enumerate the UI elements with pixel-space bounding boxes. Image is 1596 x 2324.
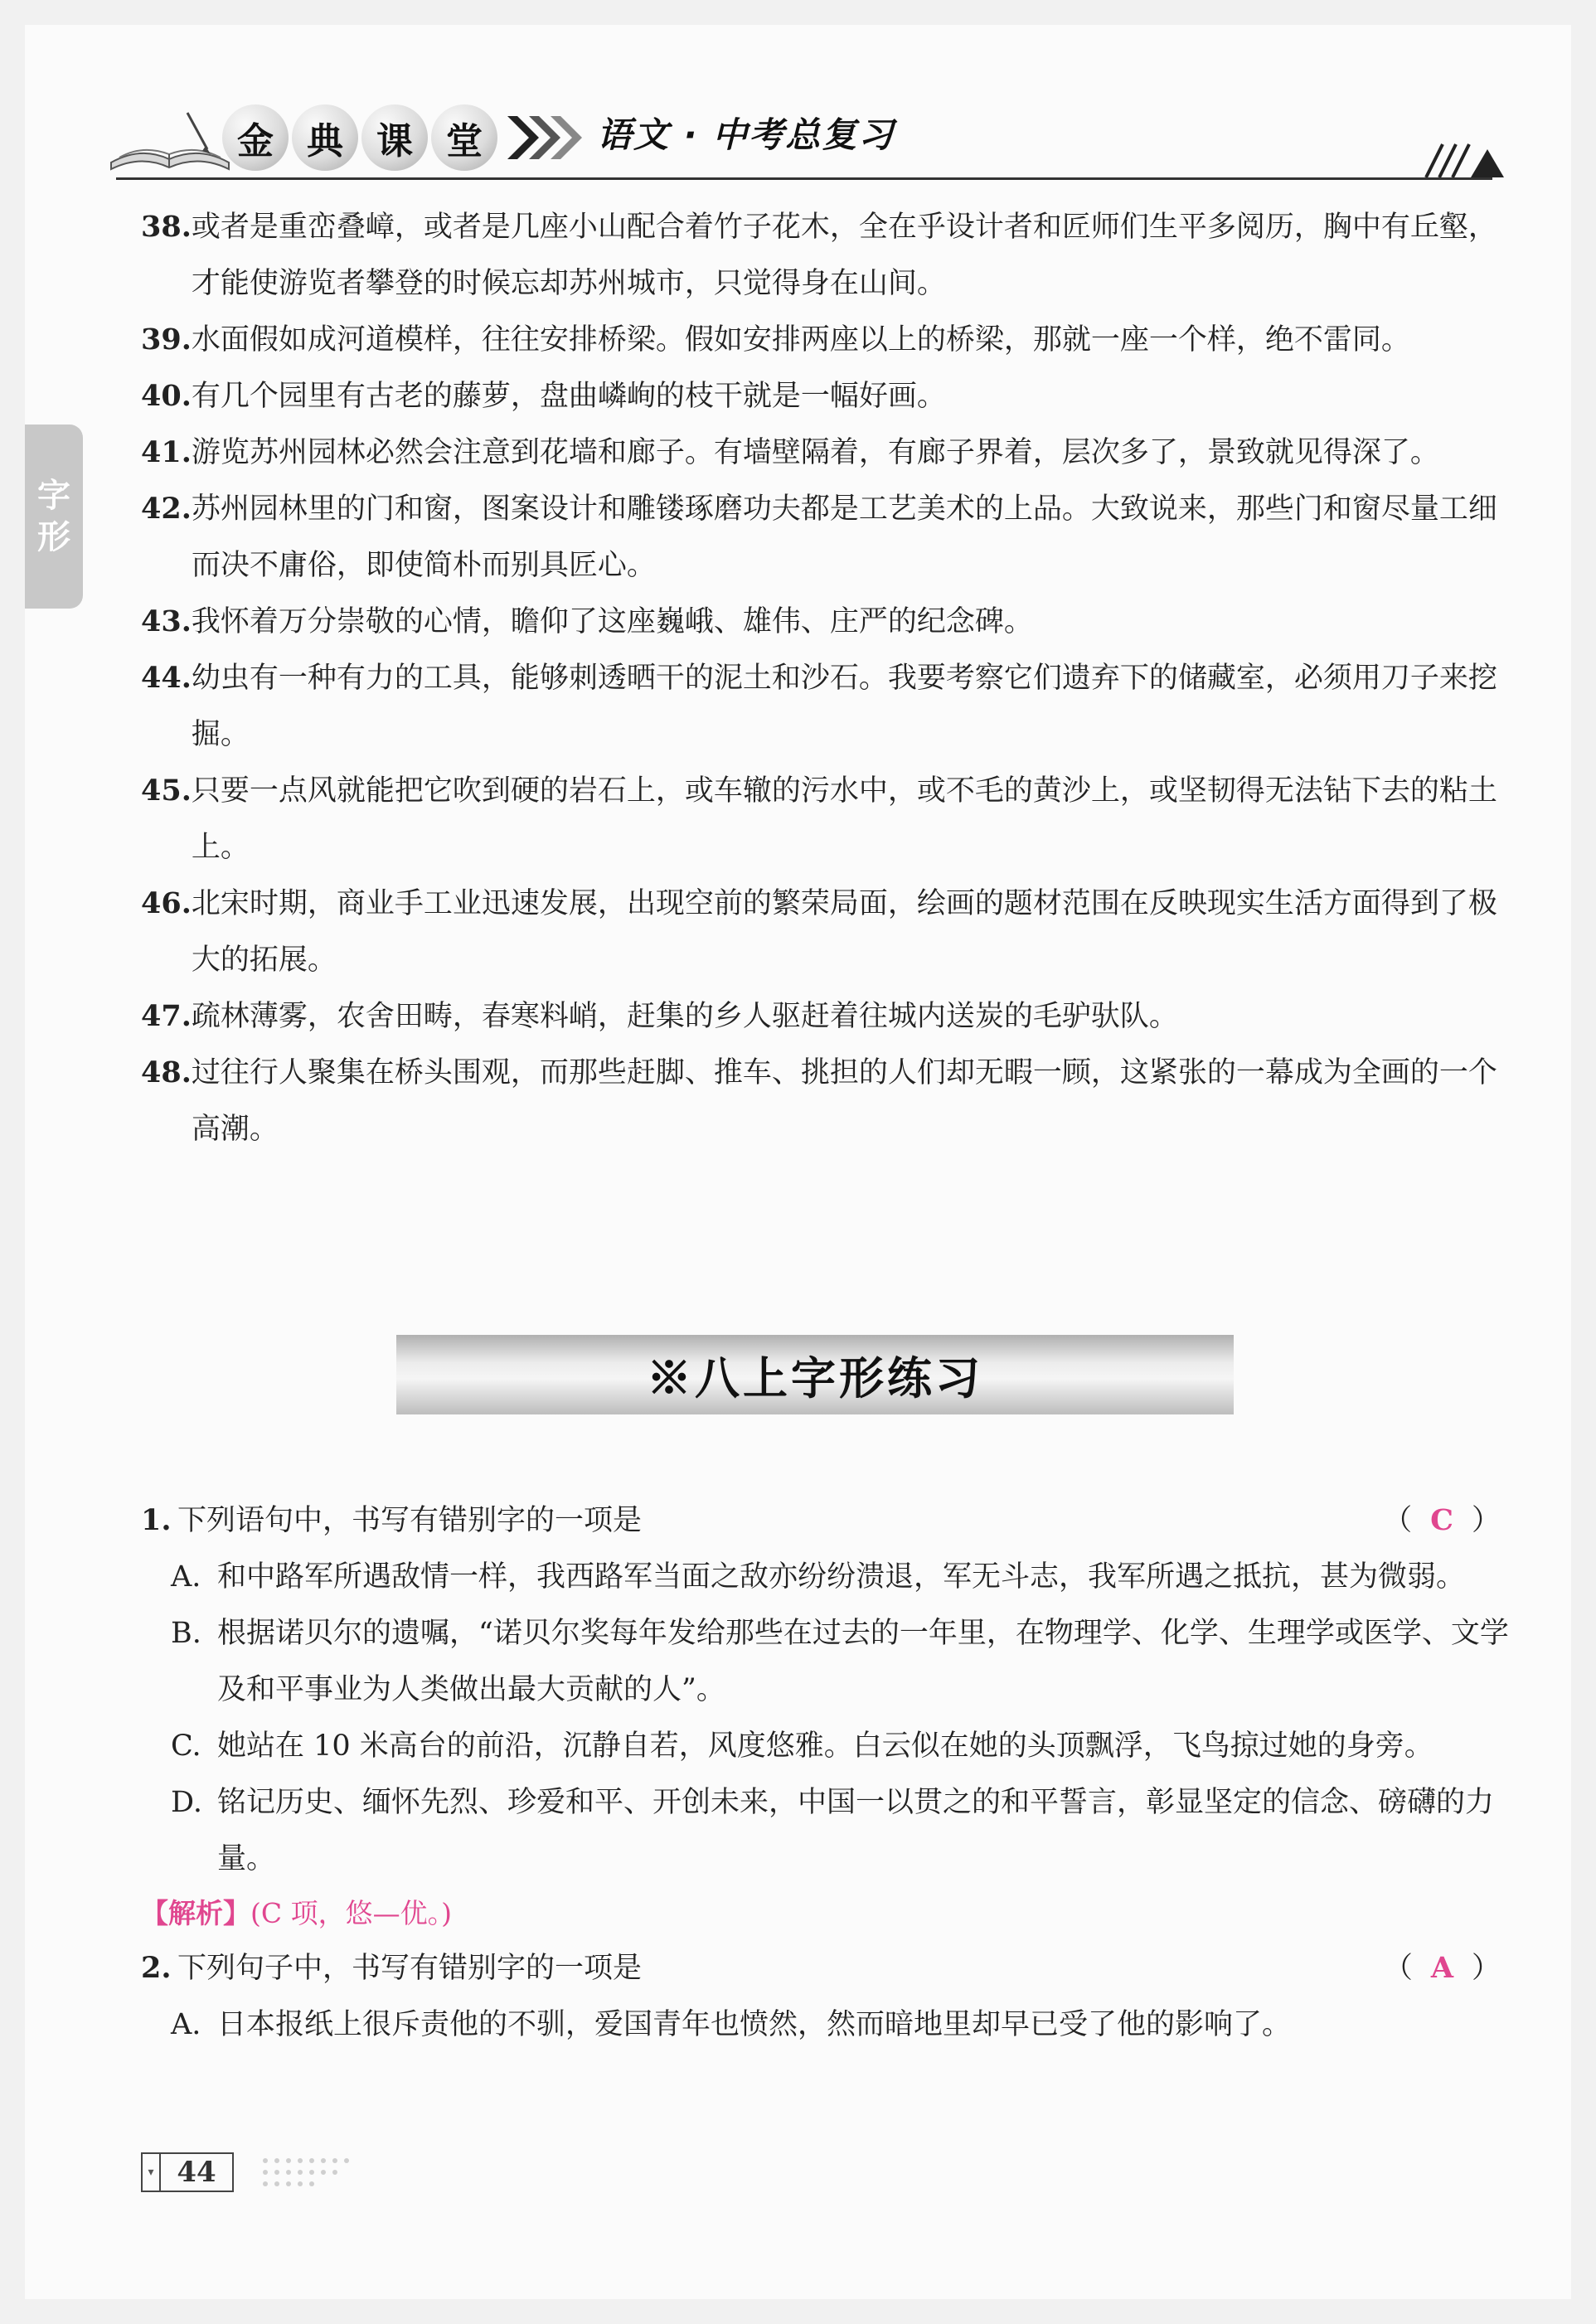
sentence-text: 过往行人聚集在桥头围观，而那些赶脚、推车、挑担的人们却无暇一顾，这紧张的一幕成为全画的一个高潮。 bbox=[191, 1056, 1497, 1146]
sentence-item bbox=[141, 876, 1517, 988]
brand-char: 典 bbox=[292, 104, 358, 171]
sentence-number: 39. bbox=[141, 323, 192, 357]
page-number-box bbox=[141, 2152, 234, 2192]
dot-pattern-decoration bbox=[259, 2152, 441, 2192]
section-title: ※八上字形练习 bbox=[647, 1351, 983, 1405]
question-header bbox=[141, 1492, 1517, 1549]
sentence-text: 北宋时期，商业手工业迅速发展，出现空前的繁荣局面，绘画的题材范围在反映现实生活方面得到了极大的拓展。 bbox=[191, 887, 1497, 977]
sentence-text: 我怀着万分崇敬的心情，瞻仰了这座巍峨、雄伟、庄严的纪念碑。 bbox=[191, 605, 1033, 638]
option-label: B. bbox=[171, 1617, 201, 1650]
chevron-arrows-icon bbox=[504, 111, 587, 164]
section-banner bbox=[396, 1335, 1234, 1414]
side-tab-char: 字 bbox=[37, 477, 70, 515]
sentence-item bbox=[141, 988, 1517, 1045]
open-book-icon bbox=[108, 104, 232, 179]
answer-letter: C bbox=[1430, 1503, 1453, 1537]
chapter-side-tab bbox=[25, 425, 83, 609]
answer-open: （ bbox=[1383, 1952, 1413, 1985]
sentence-item bbox=[141, 763, 1517, 876]
triangle-marker-icon: ▾ bbox=[148, 2166, 154, 2179]
sentence-item bbox=[141, 368, 1517, 425]
option-text: 和中路军所遇敌情一样，我西路军当面之敌亦纷纷溃退，军无斗志，我军所遇之抵抗，甚为微弱。 bbox=[217, 1560, 1466, 1594]
sentence-number: 47. bbox=[141, 999, 192, 1033]
question-number: 1. bbox=[141, 1503, 172, 1537]
sentence-text: 游览苏州园林必然会注意到花墙和廊子。有墙壁隔着，有廊子界着，层次多了，景致就见得深了。 bbox=[191, 436, 1439, 469]
brand-char: 课 bbox=[361, 104, 428, 171]
option-text: 日本报纸上很斥责他的不驯，爱国青年也愤然，然而暗地里却早已受了他的影响了。 bbox=[217, 2008, 1292, 2041]
sentence-number: 46. bbox=[141, 886, 192, 920]
sentence-number: 44. bbox=[141, 661, 192, 695]
question-stem bbox=[141, 1492, 642, 1549]
corner-stripes-icon bbox=[1418, 141, 1509, 179]
option-item bbox=[141, 1605, 1517, 1718]
sentence-item bbox=[141, 199, 1517, 312]
question-text: 下列句子中，书写有错别字的一项是 bbox=[177, 1952, 643, 1985]
sentence-number: 48. bbox=[141, 1055, 192, 1089]
answer-letter: A bbox=[1430, 1951, 1453, 1985]
question-item bbox=[141, 1492, 1517, 1940]
option-item bbox=[141, 1774, 1517, 1887]
answer-bracket bbox=[1384, 1940, 1517, 1997]
sentence-number: 41. bbox=[141, 435, 192, 469]
sentence-item bbox=[141, 481, 1517, 594]
textbook-page bbox=[25, 25, 1571, 2299]
subject-title: 语文 · 中考总复习 bbox=[597, 114, 895, 155]
answer-bracket bbox=[1383, 1492, 1517, 1549]
option-label: A. bbox=[171, 2008, 201, 2041]
sentence-list bbox=[141, 199, 1517, 1157]
option-text: 她站在 10 米高台的前沿，沉静自若，风度悠雅。白云似在她的头顶飘浮，飞鸟掠过她的身旁。 bbox=[217, 1730, 1433, 1763]
sentence-item bbox=[141, 425, 1517, 481]
question-stem bbox=[141, 1940, 642, 1997]
answer-close: ） bbox=[1471, 1504, 1501, 1537]
side-tab-char: 形 bbox=[37, 518, 70, 556]
sentence-item bbox=[141, 594, 1517, 650]
sentence-text: 水面假如成河道模样，往往安排桥梁。假如安排两座以上的桥梁，那就一座一个样，绝不雷同。 bbox=[191, 323, 1410, 357]
analysis-note bbox=[141, 1887, 1517, 1940]
sentence-text: 疏林薄雾，农舍田畴，春寒料峭，赶集的乡人驱赶着往城内送炭的毛驴驮队。 bbox=[191, 1000, 1178, 1033]
sentence-item bbox=[141, 1045, 1517, 1157]
answer-open: （ bbox=[1383, 1504, 1413, 1537]
sentence-number: 40. bbox=[141, 379, 192, 413]
sentence-text: 或者是重峦叠嶂，或者是几座小山配合着竹子花木，全在乎设计者和匠师们生平多阅历，胸中有丘壑，才能使游览者攀登的时候忘却苏州城市，只觉得身在山间。 bbox=[191, 211, 1497, 300]
sentence-item bbox=[141, 312, 1517, 368]
analysis-text: (C 项，悠—优。) bbox=[250, 1897, 452, 1929]
answer-close: ） bbox=[1471, 1952, 1501, 1985]
sentence-number: 42. bbox=[141, 492, 192, 526]
option-item bbox=[141, 1718, 1517, 1774]
question-text: 下列语句中，书写有错别字的一项是 bbox=[177, 1504, 643, 1537]
sentence-item bbox=[141, 650, 1517, 763]
brand-char: 堂 bbox=[431, 104, 497, 171]
page-number: 44 bbox=[159, 2154, 232, 2191]
option-label: C. bbox=[171, 1730, 201, 1763]
question-list bbox=[141, 1492, 1517, 2053]
sentence-number: 45. bbox=[141, 774, 192, 808]
option-text: 根据诺贝尔的遗嘱，“诺贝尔奖每年发给那些在过去的一年里，在物理学、化学、生理学或医学、文学及和平事业为人类做出最大贡献的人”。 bbox=[217, 1617, 1509, 1706]
question-header bbox=[141, 1940, 1517, 1997]
sentence-number: 43. bbox=[141, 604, 192, 638]
sentence-text: 只要一点风就能把它吹到硬的岩石上，或车辙的污水中，或不毛的黄沙上，或坚韧得无法钻下去的粘土上。 bbox=[191, 774, 1497, 864]
header-divider bbox=[116, 177, 1492, 180]
page-header bbox=[25, 25, 1571, 174]
question-number: 2. bbox=[141, 1951, 172, 1985]
brand-title bbox=[222, 104, 497, 171]
option-text: 铭记历史、缅怀先烈、珍爱和平、开创未来，中国一以贯之的和平誓言，彰显坚定的信念、磅礴的力量。 bbox=[217, 1786, 1495, 1875]
option-item bbox=[141, 1549, 1517, 1605]
question-item bbox=[141, 1940, 1517, 2053]
sentence-number: 38. bbox=[141, 210, 192, 244]
sentence-text: 苏州园林里的门和窗，图案设计和雕镂琢磨功夫都是工艺美术的上品。大致说来，那些门和窗尽量工细而决不庸俗，即使简朴而别具匠心。 bbox=[191, 492, 1497, 582]
analysis-label: 【解析】 bbox=[141, 1897, 250, 1929]
option-item bbox=[141, 1997, 1517, 2053]
sentence-text: 有几个园里有古老的藤萝，盘曲嶙峋的枝干就是一幅好画。 bbox=[191, 380, 946, 413]
option-label: D. bbox=[171, 1786, 202, 1819]
sentence-text: 幼虫有一种有力的工具，能够刺透晒干的泥土和沙石。我要考察它们遗弃下的储藏室，必须用刀子来挖掘。 bbox=[191, 662, 1497, 751]
option-label: A. bbox=[171, 1560, 201, 1594]
brand-char: 金 bbox=[222, 104, 289, 171]
